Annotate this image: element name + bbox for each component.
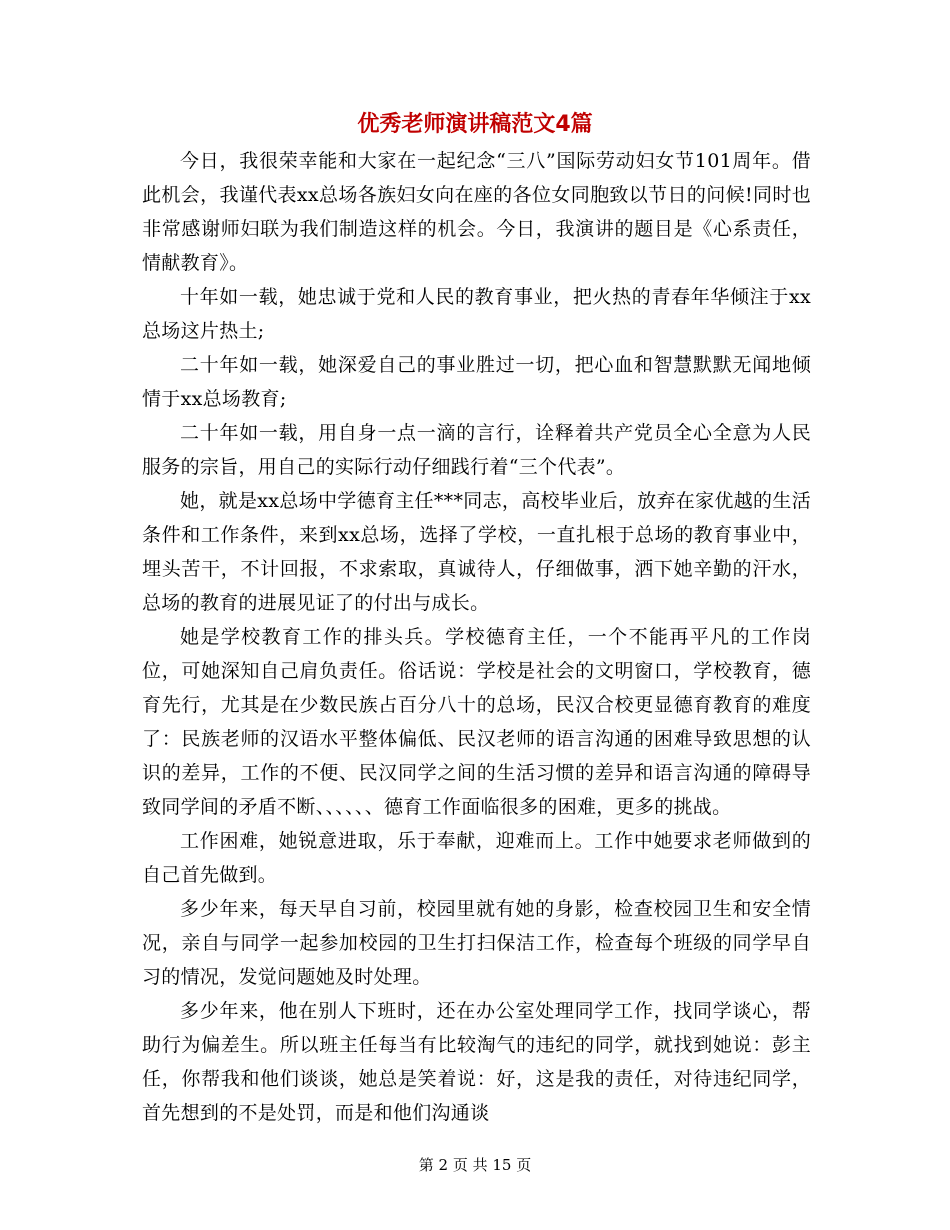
paragraph: 多少年来，他在别人下班时，还在办公室处理同学工作，找同学谈心，帮助行为偏差生。所以班主任每当有比较淘气的违纪的同学，就找到她说：彭主任，你帮我和他们谈谈，她总是笑着说：好，这是我的责任，对待违纪同学，首先想到的不是处罚，而是和他们沟通谈 (142, 1000, 811, 1124)
paragraph: 二十年如一载，她深爱自己的事业胜过一切，把心血和智慧默默无闻地倾情于xx总场教育; (142, 354, 811, 410)
paragraph: 多少年来，每天早自习前，校园里就有她的身影，检查校园卫生和安全情况，亲自与同学一起参加校园的卫生打扫保洁工作，检查每个班级的同学早自习的情况，发觉问题她及时处理。 (142, 898, 811, 988)
paragraph: 她，就是xx总场中学德育主任***同志，高校毕业后，放弃在家优越的生活条件和工作条件，来到xx总场，选择了学校，一直扎根于总场的教育事业中，埋头苦干，不计回报，不求索取，真诚待人，仔细做事，洒下她辛勤的汗水，总场的教育的进展见证了的付出与成长。 (142, 490, 811, 614)
paragraph: 今日，我很荣幸能和大家在一起纪念“三八”国际劳动妇女节101周年。借此机会，我谨代表xx总场各族妇女向在座的各位女同胞致以节日的问候!同时也非常感谢师妇联为我们制造这样的机会。今日，我演讲的题目是《心系责任，情献教育》。 (142, 150, 811, 274)
paragraph: 十年如一载，她忠诚于党和人民的教育事业，把火热的青春年华倾注于xx总场这片热土; (142, 286, 811, 342)
document-title: 优秀老师演讲稿范文4篇 (357, 112, 593, 137)
paragraph: 工作困难，她锐意进取，乐于奉献，迎难而上。工作中她要求老师做到的自己首先做到。 (142, 830, 811, 886)
paragraph: 二十年如一载，用自身一点一滴的言行，诠释着共产党员全心全意为人民服务的宗旨，用自己的实际行动仔细践行着“三个代表”。 (142, 422, 811, 478)
page-number-footer: 第 2 页 共 15 页 (418, 1156, 532, 1174)
paragraph: 她是学校教育工作的排头兵。学校德育主任，一个不能再平凡的工作岗位，可她深知自己肩负责任。俗话说：学校是社会的文明窗口，学校教育，德育先行，尤其是在少数民族占百分八十的总场，民汉合校更显德育教育的难度了：民族老师的汉语水平整体偏低、民汉老师的语言沟通的困难导致思想的认识的差异，工作的不便、民汉同学之间的生活习惯的差异和语言沟通的障碍导致同学间的矛盾不断、、、、、、德育工作面临很多的困难，更多的挑战。 (142, 626, 811, 818)
document-body (142, 144, 811, 1130)
